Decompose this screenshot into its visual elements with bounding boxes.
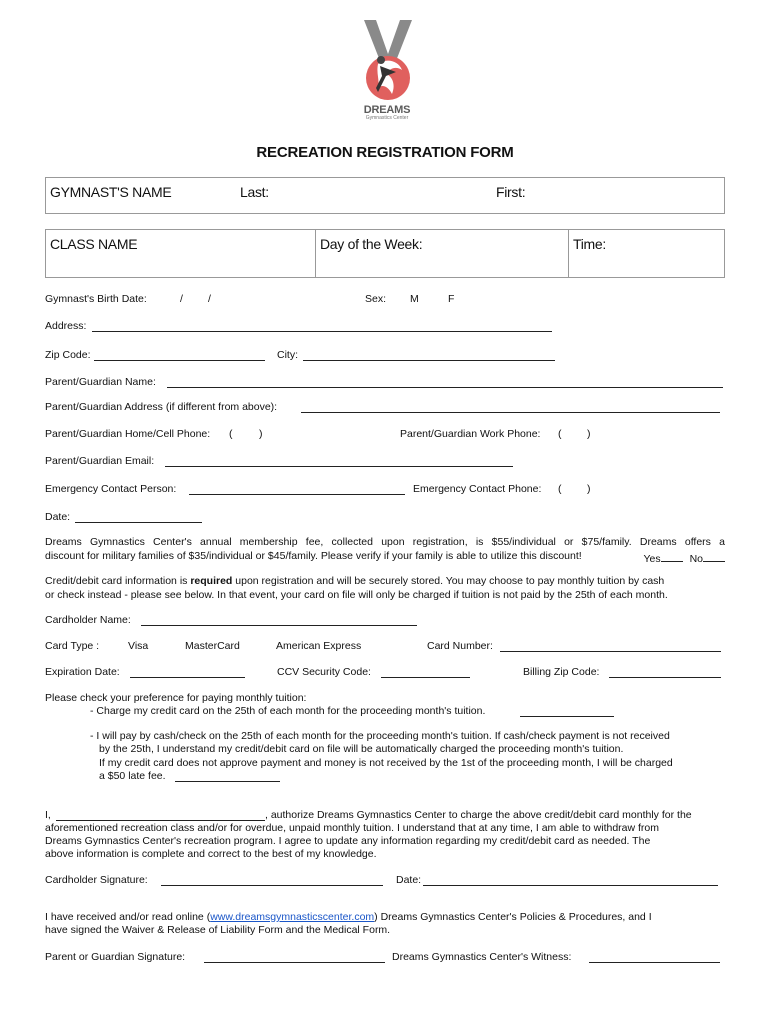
email-input-line[interactable] bbox=[165, 455, 513, 467]
city-label: City: bbox=[277, 349, 298, 361]
credit-line-1-post: upon registration and will be securely stored. You may choose to pay monthly tuition by cash bbox=[232, 575, 665, 587]
credit-paragraph bbox=[45, 575, 725, 602]
city-input-line[interactable] bbox=[303, 349, 555, 361]
emergency-person-input-line[interactable] bbox=[189, 483, 405, 495]
ccv-label: CCV Security Code: bbox=[277, 666, 371, 678]
billing-zip-input-line[interactable] bbox=[609, 666, 721, 678]
signature-date-input-line[interactable] bbox=[423, 874, 718, 886]
home-phone-close-paren[interactable]: ) bbox=[259, 428, 263, 440]
first-name-field[interactable]: First: bbox=[496, 184, 526, 200]
membership-line-2-text: discount for military families of $35/individual or $45/family. Please verify if your family is able to utilize this discount! bbox=[45, 549, 582, 562]
preference-option-charge-card-line[interactable] bbox=[520, 705, 614, 717]
zip-input-line[interactable] bbox=[94, 349, 265, 361]
time-field[interactable]: Time: bbox=[573, 236, 606, 252]
parent-signature-label: Parent or Guardian Signature: bbox=[45, 951, 186, 963]
authorize-line-1: , authorize Dreams Gymnastics Center to charge the above credit/debit card monthly for the bbox=[265, 809, 692, 821]
witness-input-line[interactable] bbox=[589, 951, 720, 963]
address-input-line[interactable] bbox=[92, 320, 552, 332]
authorize-name-input-line[interactable] bbox=[56, 809, 265, 821]
authorize-line-2: aforementioned recreation class and/or for overdue, unpaid monthly tuition. I understand that at any time, I am able to withdraw from bbox=[45, 822, 659, 834]
policies-line-1 bbox=[45, 911, 652, 924]
discount-no-line[interactable] bbox=[703, 550, 725, 562]
card-type-mastercard[interactable]: MasterCard bbox=[185, 640, 240, 652]
ccv-input-line[interactable] bbox=[381, 666, 470, 678]
logo-subtitle: Gymnastics Center bbox=[365, 115, 409, 121]
credit-line-2: or check instead - please see below. In that event, your card on file will only be charged if tuition is not paid by the 25th of each month. bbox=[45, 588, 668, 601]
authorize-line-3: Dreams Gymnastics Center's recreation program. I agree to update any information regarding my credit/debit card as needed. The bbox=[45, 835, 651, 847]
date-input-line[interactable] bbox=[75, 511, 202, 523]
sex-option-m[interactable]: M bbox=[410, 293, 419, 305]
parent-address-label: Parent/Guardian Address (if different from above): bbox=[45, 401, 278, 413]
membership-line-1: Dreams Gymnastics Center's annual membership fee, collected upon registration, is $55/individual or $75/family. Dreams offers a bbox=[45, 536, 725, 548]
website-link[interactable]: www.dreamsgymnasticscenter.com bbox=[210, 911, 375, 923]
witness-label: Dreams Gymnastics Center's Witness: bbox=[392, 951, 572, 963]
class-box-divider-2 bbox=[568, 230, 569, 277]
policies-line-2: have signed the Waiver & Release of Liability Form and the Medical Form. bbox=[45, 924, 391, 936]
card-type-amex[interactable]: American Express bbox=[276, 640, 362, 652]
parent-name-label: Parent/Guardian Name: bbox=[45, 376, 156, 388]
expiration-label: Expiration Date: bbox=[45, 666, 120, 678]
class-box bbox=[45, 229, 725, 278]
expiration-input-line[interactable] bbox=[130, 666, 245, 678]
preference-option-cash-input-line[interactable] bbox=[175, 770, 280, 782]
parent-signature-input-line[interactable] bbox=[204, 951, 385, 963]
parent-name-input-line[interactable] bbox=[167, 376, 723, 388]
cardholder-signature-label: Cardholder Signature: bbox=[45, 874, 148, 886]
logo-wordmark bbox=[352, 104, 422, 121]
class-name-field[interactable]: CLASS NAME bbox=[50, 236, 138, 252]
sex-option-f[interactable]: F bbox=[448, 293, 455, 305]
authorize-line-4: above information is complete and correct to the best of my knowledge. bbox=[45, 848, 377, 860]
emergency-phone-open-paren[interactable]: ( bbox=[558, 483, 562, 495]
preference-heading: Please check your preference for paying monthly tuition: bbox=[45, 692, 307, 704]
date-label: Date: bbox=[45, 511, 71, 523]
discount-yes-line[interactable] bbox=[661, 550, 683, 562]
birth-date-slash-1[interactable]: / bbox=[180, 293, 183, 305]
cardholder-name-label: Cardholder Name: bbox=[45, 614, 131, 626]
discount-answer bbox=[644, 550, 726, 567]
card-type-visa[interactable]: Visa bbox=[128, 640, 149, 652]
logo-brand: DREAMS bbox=[363, 104, 411, 116]
address-label: Address: bbox=[45, 320, 87, 332]
emergency-person-label: Emergency Contact Person: bbox=[45, 483, 177, 495]
membership-paragraph bbox=[45, 536, 725, 566]
card-type-label: Card Type : bbox=[45, 640, 100, 652]
card-number-input-line[interactable] bbox=[500, 640, 721, 652]
discount-yes-label: Yes bbox=[643, 552, 661, 565]
credit-line-1 bbox=[45, 575, 725, 589]
emergency-phone-close-paren[interactable]: ) bbox=[587, 483, 591, 495]
parent-address-input-line[interactable] bbox=[301, 401, 720, 413]
gymnast-name-box bbox=[45, 177, 725, 214]
preference-option-cash-line-3: If my credit card does not approve payment and money is not received by the 1st of the proceeding month, I will be charged bbox=[99, 757, 673, 769]
work-phone-close-paren[interactable]: ) bbox=[587, 428, 591, 440]
preference-option-cash-line-2: by the 25th, I understand my credit/debit card on file will be automatically charged the proceeding month's tuition. bbox=[99, 743, 624, 755]
emergency-phone-label: Emergency Contact Phone: bbox=[413, 483, 542, 495]
email-label: Parent/Guardian Email: bbox=[45, 455, 155, 467]
work-phone-label: Parent/Guardian Work Phone: bbox=[400, 428, 541, 440]
birth-date-label: Gymnast's Birth Date: bbox=[45, 293, 147, 305]
form-title: RECREATION REGISTRATION FORM bbox=[256, 144, 514, 161]
card-number-label: Card Number: bbox=[427, 640, 493, 652]
billing-zip-label: Billing Zip Code: bbox=[523, 666, 600, 678]
preference-option-charge-card: - Charge my credit card on the 25th of each month for the proceeding month's tuition. bbox=[90, 705, 486, 717]
home-phone-label: Parent/Guardian Home/Cell Phone: bbox=[45, 428, 211, 440]
zip-label: Zip Code: bbox=[45, 349, 91, 361]
signature-date-label: Date: bbox=[396, 874, 422, 886]
home-phone-open-paren[interactable]: ( bbox=[229, 428, 233, 440]
day-of-week-field[interactable]: Day of the Week: bbox=[320, 236, 423, 252]
credit-line-1-pre: Credit/debit card information is bbox=[45, 575, 191, 587]
discount-no-label: No bbox=[689, 552, 703, 565]
membership-line-2 bbox=[45, 550, 725, 567]
policies-pre: I have received and/or read online ( bbox=[45, 911, 211, 923]
cardholder-signature-input-line[interactable] bbox=[161, 874, 383, 886]
preference-option-cash-line-4: a $50 late fee. bbox=[99, 770, 166, 782]
sex-label: Sex: bbox=[365, 293, 387, 305]
authorize-i: I, bbox=[45, 809, 51, 821]
gymnast-name-label: GYMNAST'S NAME bbox=[50, 184, 172, 200]
policies-post: ) Dreams Gymnastics Center's Policies & Procedures, and I bbox=[374, 911, 652, 923]
preference-option-cash-line-1: - I will pay by cash/check on the 25th of each month for the proceeding month's tuition. If cash/check payment is not received bbox=[90, 730, 670, 742]
class-box-divider-1 bbox=[315, 230, 316, 277]
credit-required-bold: required bbox=[190, 575, 233, 587]
last-name-field[interactable]: Last: bbox=[240, 184, 269, 200]
cardholder-name-input-line[interactable] bbox=[141, 614, 417, 626]
birth-date-slash-2[interactable]: / bbox=[208, 293, 211, 305]
work-phone-open-paren[interactable]: ( bbox=[558, 428, 562, 440]
